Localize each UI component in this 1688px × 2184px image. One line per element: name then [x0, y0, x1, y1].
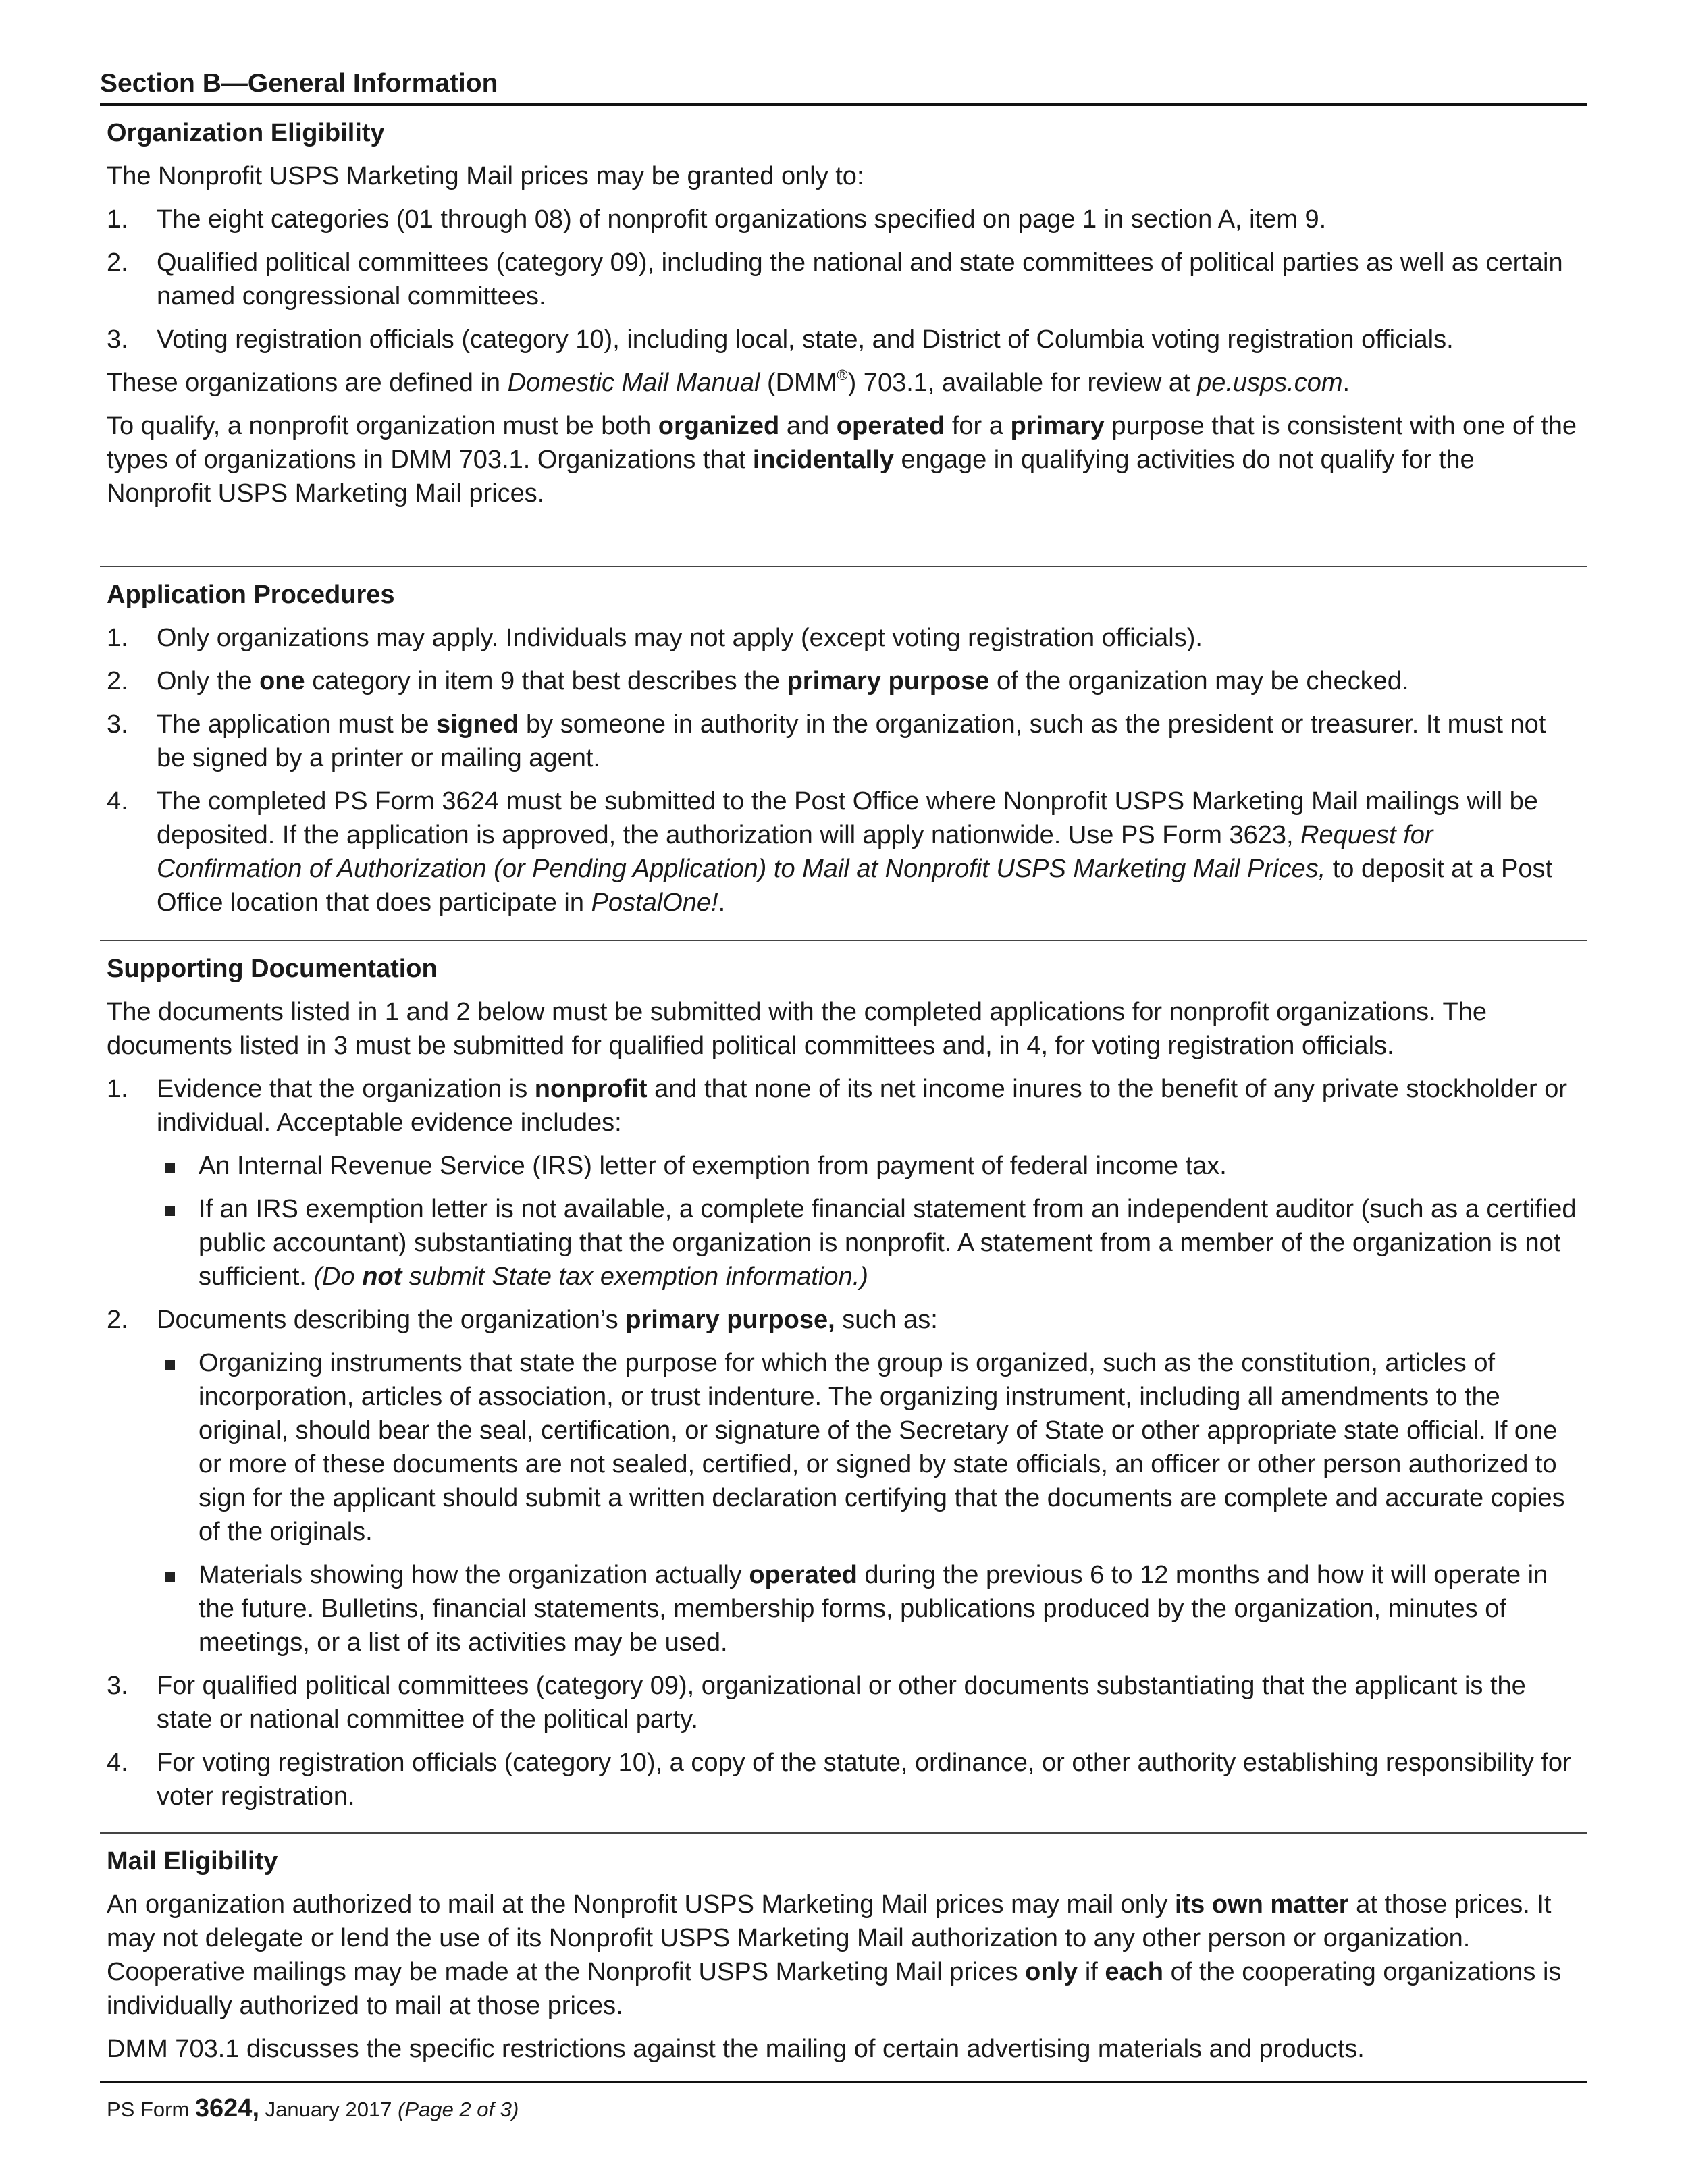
text-run: . [1342, 369, 1350, 397]
text-run: and [779, 412, 837, 440]
text-run: . [718, 888, 726, 917]
bullet-item [107, 1192, 1580, 1294]
dmm-title: Domestic Mail Manual [507, 369, 760, 397]
text-run: Evidence that the organization is [157, 1075, 535, 1103]
item-number: 1. [107, 1075, 128, 1103]
square-bullet-icon [165, 1360, 175, 1370]
bullet-item [107, 1346, 1580, 1549]
list-item [107, 323, 1580, 356]
text-run: To qualify, a nonprofit organization must be both [107, 412, 658, 440]
postalone-name: PostalOne! [591, 888, 718, 917]
item-number: 2. [107, 248, 128, 277]
item-number: 4. [107, 1749, 128, 1777]
form-footer [100, 2081, 1587, 2124]
list-item [107, 1072, 1580, 1140]
text-run: If an IRS exemption letter is not available, a complete financial statement from an independent auditor (such as a certified public accountant) substantiating that the organization is nonprofit. A statement from a member of the organization is not sufficient. [199, 1195, 1577, 1291]
text-run: and that none of its net income inures to the benefit of any private stockholder or individual. Acceptable evidence includes: [157, 1075, 1568, 1137]
qualify-paragraph [107, 409, 1580, 510]
page-indicator: (Page 2 of 3) [398, 2098, 519, 2121]
item-number: 3. [107, 1672, 128, 1700]
square-bullet-icon [165, 1206, 175, 1216]
emphasis: organized [658, 412, 780, 440]
emphasis: its own matter [1174, 1890, 1349, 1919]
list-item [107, 664, 1580, 698]
text-run: The application must be [157, 710, 437, 739]
item-text: For qualified political committees (category 09), organizational or other documents substantiating that the applicant is the state or national committee of the political party. [157, 1672, 1526, 1734]
emphasis: incidentally [752, 446, 894, 474]
item-number: 3. [107, 325, 128, 354]
text-run: to deposit at a Post Office location that does participate in [157, 855, 1553, 917]
bullet-item [107, 1149, 1580, 1183]
definition-paragraph [107, 366, 1580, 400]
emphasis: primary purpose, [625, 1306, 835, 1334]
square-bullet-icon [165, 1572, 175, 1582]
supporting-section [100, 952, 1587, 1834]
registered-mark: ® [837, 367, 848, 383]
text-run: during the previous 6 to 12 months and how it will operate in the future. Bulletins, financial statements, membership forms, publications produced by the organization, minutes of meetings, or a list of its activities may be used. [199, 1561, 1548, 1657]
item-number: 1. [107, 205, 128, 234]
org-eligibility-heading: Organization Eligibility [107, 119, 385, 147]
list-item [107, 784, 1580, 920]
list-item [107, 1303, 1580, 1337]
list-item [107, 1669, 1580, 1736]
emphasis: one [259, 667, 305, 695]
mail-eligibility-paragraph [107, 1888, 1580, 2023]
list-item [107, 708, 1580, 775]
text-run: for a [945, 412, 1011, 440]
text-run: category in item 9 that best describes the [305, 667, 787, 695]
item-number: 4. [107, 787, 128, 816]
form-date: January 2017 [259, 2098, 398, 2121]
mail-eligibility-heading: Mail Eligibility [107, 1847, 278, 1875]
bullet-text: Organizing instruments that state the purpose for which the group is organized, such as the constitution, articles of incorporation, articles of association, or trust indenture. The organizing instrument, including all amendments to the original, should bear the seal, certification, or signature of the Secretary of State or other appropriate state official. If one or more of these documents are not sealed, certified, or signed by state officials, an officer or other person authorized to sign for the applicant should submit a written declaration certifying that the documents are complete and accurate copies of the originals. [199, 1349, 1565, 1546]
text-run: engage in qualifying activities do not qualify for the Nonprofit USPS Marketing Mail prices. [107, 446, 1475, 508]
restrictions-paragraph: DMM 703.1 discusses the specific restrictions against the mailing of certain advertising materials and products. [107, 2035, 1365, 2063]
emphasis: nonprofit [534, 1075, 648, 1103]
text-run: These organizations are defined in [107, 369, 508, 397]
text-run: by someone in authority in the organization, such as the president or treasurer. It must not be signed by a printer or mailing agent. [157, 710, 1546, 772]
item-number: 2. [107, 667, 128, 695]
text-run: of the cooperating organizations is individually authorized to mail at those prices. [107, 1958, 1562, 2020]
square-bullet-icon [165, 1163, 175, 1173]
text-run: purpose that is consistent with one of the types of organizations in DMM 703.1. Organizations that [107, 412, 1577, 474]
text-run: The completed PS Form 3624 must be submitted to the Post Office where Nonprofit USPS Marketing Mail mailings will be deposited. If the application is approved, the authorization will apply nationwide. Use PS Form 3623, [157, 787, 1538, 849]
item-text: Only organizations may apply. Individuals may not apply (except voting registration officials). [157, 624, 1203, 652]
text-run: if [1078, 1958, 1105, 1986]
list-item [107, 203, 1580, 236]
text-run: such as: [835, 1306, 938, 1334]
text-run: An organization authorized to mail at the Nonprofit USPS Marketing Mail prices may mail only [107, 1890, 1175, 1919]
emphasis: signed [436, 710, 519, 739]
item-text: The eight categories (01 through 08) of nonprofit organizations specified on page 1 in section A, item 9. [157, 205, 1327, 234]
text-run: (Do [313, 1262, 363, 1291]
item-number: 1. [107, 624, 128, 652]
supporting-heading: Supporting Documentation [107, 955, 438, 983]
emphasis: operated [749, 1561, 858, 1589]
text-run: at those prices. It may not delegate or lend the use of its Nonprofit USPS Marketing Mail authorization to any other person or organization. Cooperative mailings may be made at the Nonprofit USPS Marketing Mail prices [107, 1890, 1552, 1986]
form-3623-title: Request for Confirmation of Authorization (or Pending Application) to Mail at Nonprofit USPS Marketing Mail Prices, [157, 821, 1433, 883]
text-run: ) 703.1, available for review at [847, 369, 1198, 397]
org-eligibility-section [100, 116, 1587, 567]
item-text: Voting registration officials (category 10), including local, state, and District of Columbia voting registration officials. [157, 325, 1454, 354]
text-run: Only the [157, 667, 260, 695]
emphasis: operated [836, 412, 945, 440]
mail-eligibility-section [100, 1844, 1587, 2067]
bullet-text: An Internal Revenue Service (IRS) letter of exemption from payment of federal income tax. [199, 1152, 1227, 1180]
application-heading: Application Procedures [107, 581, 395, 609]
form-number: 3624, [194, 2094, 259, 2123]
emphasis: not [362, 1262, 402, 1291]
footer-prefix: PS Form [107, 2098, 195, 2121]
item-text: Qualified political committees (category 09), including the national and state committees of political parties as well as certain named congressional committees. [157, 248, 1563, 311]
text-run: (DMM [760, 369, 837, 397]
list-item [107, 1746, 1580, 1813]
section-title: Section B—General Information [100, 64, 1587, 106]
text-run: Documents describing the organization’s [157, 1306, 626, 1334]
emphasis: each [1105, 1958, 1164, 1986]
application-section [100, 578, 1587, 941]
text-run: Materials showing how the organization actually [199, 1561, 749, 1589]
item-number: 3. [107, 710, 128, 739]
item-number: 2. [107, 1306, 128, 1334]
item-text: For voting registration officials (category 10), a copy of the statute, ordinance, or other authority establishing responsibility for voter registration. [157, 1749, 1571, 1811]
emphasis: only [1025, 1958, 1078, 1986]
list-item [107, 246, 1580, 313]
website-reference: pe.usps.com [1197, 369, 1343, 397]
list-item [107, 621, 1580, 655]
emphasis: primary [1010, 412, 1105, 440]
emphasis: primary purpose [787, 667, 990, 695]
text-run: submit State tax exemption information.) [402, 1262, 868, 1291]
supporting-intro: The documents listed in 1 and 2 below must be submitted with the completed applications for nonprofit organizations. The documents listed in 3 must be submitted for qualified political committees and, in 4, for voting registration officials. [107, 998, 1487, 1060]
bullet-item [107, 1558, 1580, 1659]
org-eligibility-intro: The Nonprofit USPS Marketing Mail prices may be granted only to: [107, 162, 864, 190]
text-run: of the organization may be checked. [989, 667, 1409, 695]
